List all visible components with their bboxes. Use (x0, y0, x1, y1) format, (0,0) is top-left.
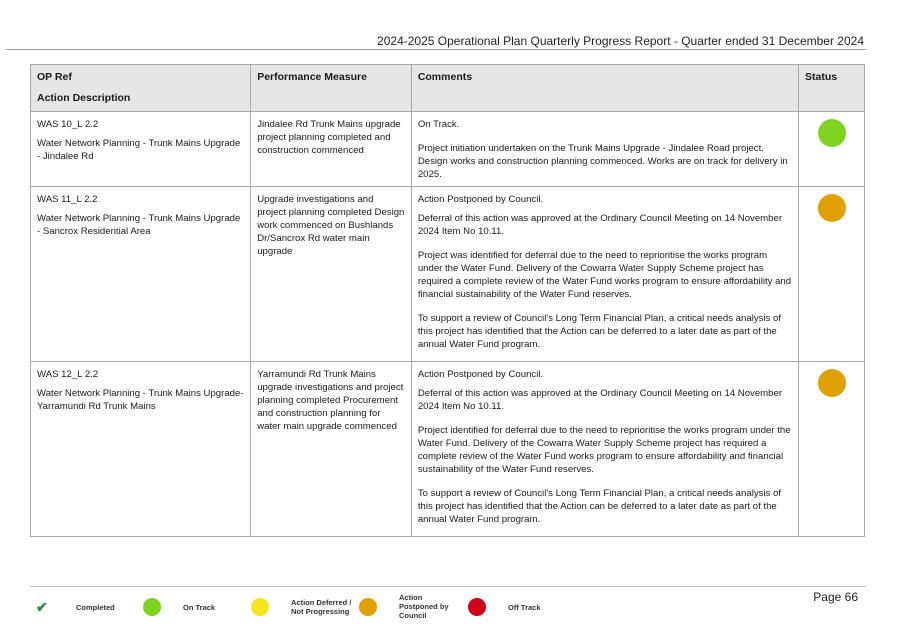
legend-completed (36, 599, 48, 616)
legend-label: Not Progressing (291, 607, 350, 616)
footer-divider (30, 586, 866, 587)
legend-label: On Track (183, 603, 216, 612)
comment-paragraph: Deferral of this action was approved at the Ordinary Council Meeting on 14 November 2024 Item No 10.11. (417, 213, 783, 237)
comment-paragraph: Deferral of this action was approved at the Ordinary Council Meeting on 14 November 2024 Item No 10.11. (417, 388, 783, 412)
table-row (31, 187, 865, 362)
op-ref: WAS 12_L 2.2 (37, 369, 99, 380)
amber-circle-icon (359, 598, 377, 616)
legend-label-group (291, 598, 351, 616)
legend-label: Completed (76, 603, 115, 612)
legend-completed-label-wrap (76, 603, 115, 612)
legend-label: Action Deferred / (291, 598, 352, 607)
action-description-header-label: Action Description (37, 92, 131, 104)
table-header-row (31, 65, 865, 112)
status-cell (799, 362, 865, 537)
legend-label: Action (399, 593, 423, 602)
col-header-performance-measure: Performance Measure (251, 65, 412, 112)
legend-off-track (508, 603, 541, 612)
legend-deferred (291, 598, 351, 616)
table-row (31, 362, 865, 537)
legend-label: Council (399, 611, 427, 620)
action-description: Water Network Planning - Trunk Mains Upgrade - Jindalee Rd (37, 138, 241, 162)
comment-paragraph: On Track. (417, 119, 460, 130)
performance-measure-cell: Upgrade investigations and project planning completed Design work commenced on Bushlands Dr/Sancrox Rd water main upgrade (251, 187, 412, 362)
comment-paragraph: To support a review of Council's Long Term Financial Plan, a critical needs analysis of this project has identified that the Action can be deferred to a later date as part of the annual Water Fund program. (417, 488, 782, 525)
op-ref: WAS 10_L 2.2 (37, 119, 99, 130)
performance-measure-cell: Jindalee Rd Trunk Mains upgrade project planning completed and construction commenced (251, 112, 412, 187)
status-indicator-postponed (818, 369, 846, 397)
legend-on-track-dot (143, 598, 161, 616)
page-number: Page 66 (813, 590, 858, 604)
op-ref-cell (31, 187, 251, 362)
legend-label: Off Track (508, 603, 541, 612)
status-legend (30, 593, 590, 625)
col-header-op-ref (31, 65, 251, 112)
comment-paragraph: Action Postponed by Council. (417, 369, 544, 380)
legend-on-track (183, 603, 215, 612)
yellow-circle-icon (251, 598, 269, 616)
status-cell (799, 112, 865, 187)
status-indicator-postponed (818, 194, 846, 222)
performance-measure-cell: Yarramundi Rd Trunk Mains upgrade investigations and project planning completed Procurement and construction planning for water main upgrade commenced (251, 362, 412, 537)
comment-paragraph: Project initiation undertaken on the Trunk Mains Upgrade - Jindalee Road project. Design works and construction planning commenced. Works are on track for delivery in 2025. (417, 143, 788, 180)
legend-deferred-dot (251, 598, 269, 616)
op-ref-cell (31, 112, 251, 187)
green-circle-icon (143, 598, 161, 616)
comments-cell (411, 112, 798, 187)
col-header-comments: Comments (411, 65, 798, 112)
comment-paragraph: Action Postponed by Council. (417, 194, 544, 205)
action-description: Water Network Planning - Trunk Mains Upgrade - Sancrox Residential Area (37, 213, 241, 237)
comment-paragraph: Project was identified for deferral due to the need to reprioritise the works program under the Water Fund. Delivery of the Cowarra Water Supply Scheme project has required a complete review of the Water Fund works program to ensure affordability and financial sustainability of the Water Fund reserves. (417, 250, 792, 300)
comments-cell (411, 362, 798, 537)
op-ref-cell (31, 362, 251, 537)
comment-paragraph: Project identified for deferral due to the need to reprioritise the works program under the Water Fund. Delivery of the Cowarra Water Supply Scheme project has required a complete review of the Water Fund works program to ensure affordability and financial sustainability of the Water Fund reserves. (417, 425, 791, 475)
col-header-status: Status (799, 65, 865, 112)
progress-table (30, 64, 865, 537)
legend-label-group (399, 593, 449, 620)
legend-postponed-dot (359, 598, 377, 616)
status-cell (799, 187, 865, 362)
comment-paragraph: To support a review of Council's Long Term Financial Plan, a critical needs analysis of this project has identified that the Action can be deferred to a later date as part of the annual Water Fund program. (417, 313, 782, 350)
legend-label: Postponed by (399, 602, 449, 611)
report-title: 2024-2025 Operational Plan Quarterly Progress Report - Quarter ended 31 December 2024 (377, 34, 864, 48)
op-ref: WAS 11_L 2.2 (37, 194, 98, 205)
action-description: Water Network Planning - Trunk Mains Upgrade- Yarramundi Rd Trunk Mains (37, 388, 244, 412)
table-row (31, 112, 865, 187)
comments-cell (411, 187, 798, 362)
red-circle-icon (468, 598, 486, 616)
legend-postponed (399, 593, 449, 620)
op-ref-header-label: OP Ref (37, 71, 72, 83)
checkmark-icon: ✔ (36, 599, 48, 615)
page-header (6, 0, 866, 50)
legend-off-track-dot (468, 598, 486, 616)
status-indicator-on-track (818, 119, 846, 147)
